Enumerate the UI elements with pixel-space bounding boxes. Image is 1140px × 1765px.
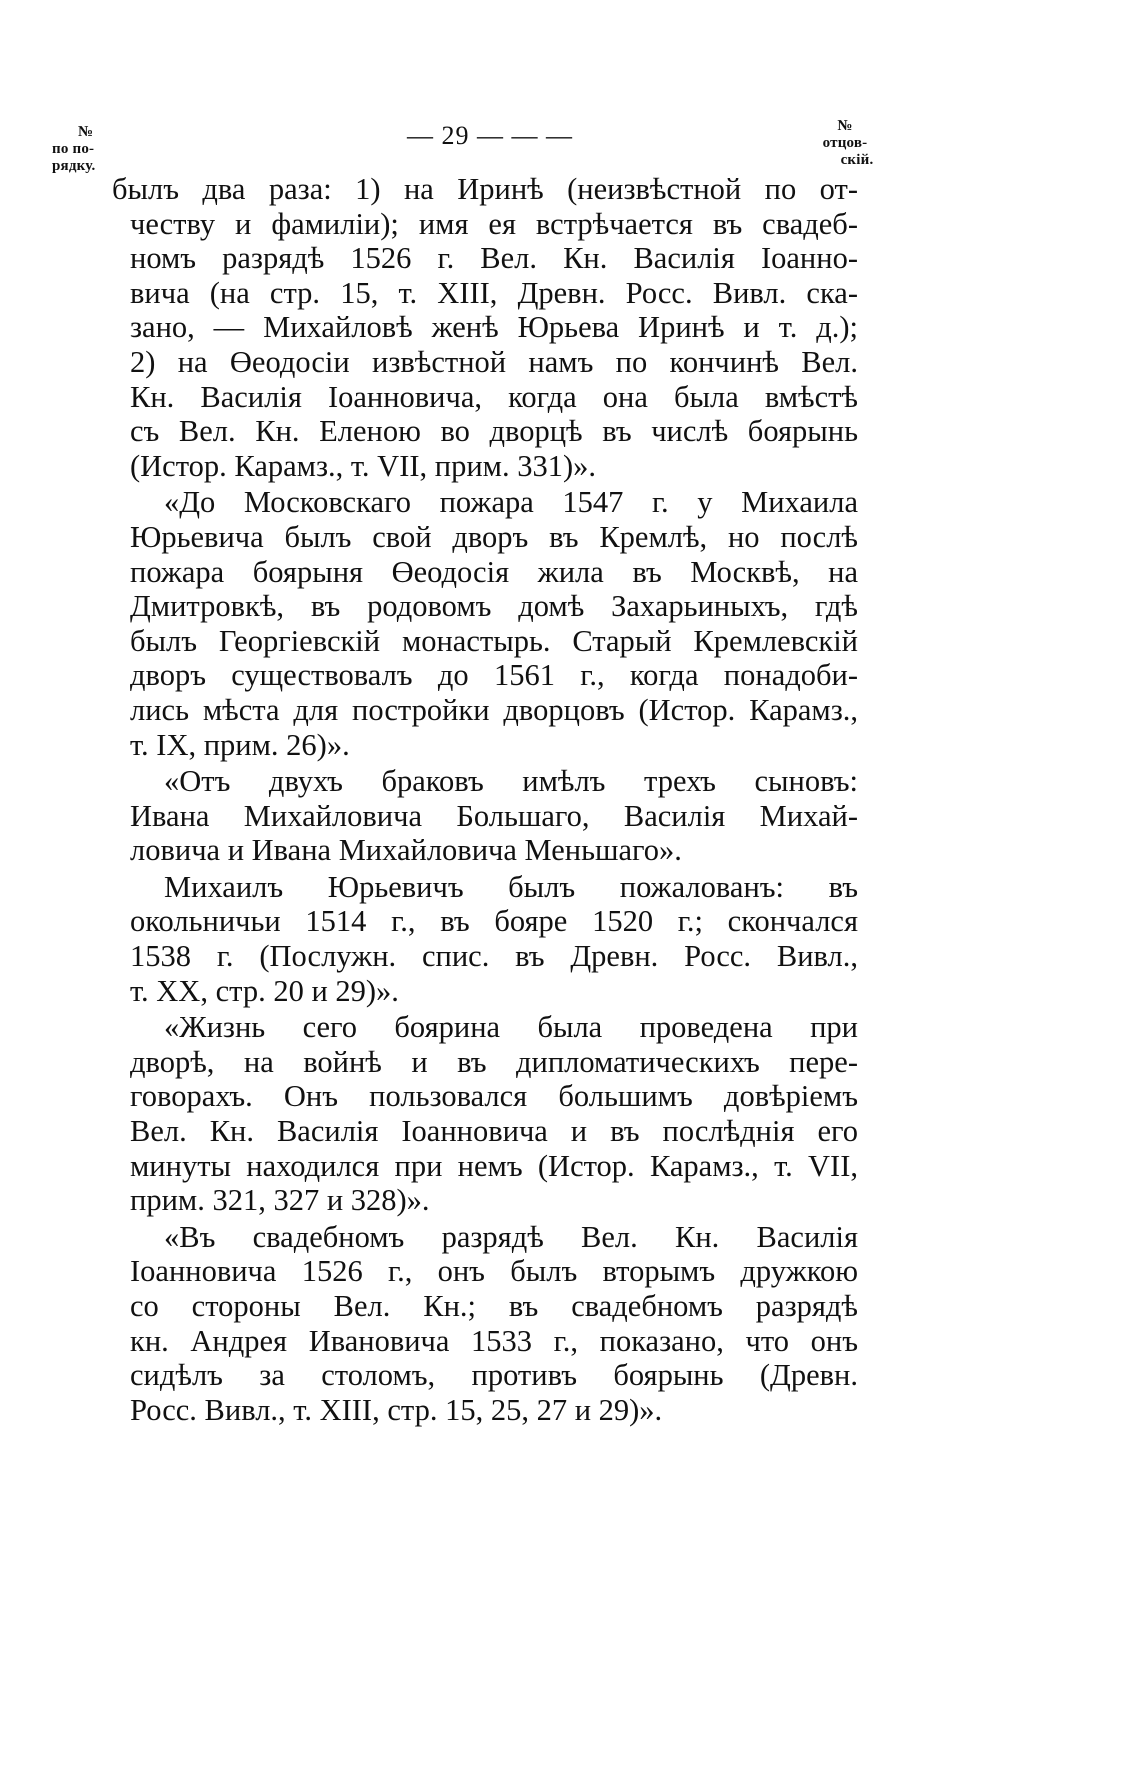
right-margin-symbol: № (837, 118, 853, 134)
text-line: съ Вел. Кн. Еленою во дворцѣ въ числѣ боярынь (130, 414, 858, 449)
text-line: «Жизнь сего боярина была проведена при (164, 1010, 858, 1045)
text-line: Юрьевича былъ свой дворъ въ Кремлѣ, но послѣ (130, 519, 858, 554)
text-line: номъ разрядѣ 1526 г. Вел. Кн. Василія Іоанно- (130, 241, 858, 276)
left-margin-line-1: по по- (52, 141, 95, 157)
text-line: Вел. Кн. Василія Іоанновича и въ послѣднія его (130, 1114, 858, 1149)
text-line: прим. 321, 327 и 328)». (130, 1183, 430, 1218)
text-line: (Истор. Карамз., т. VII, прим. 331)». (130, 448, 596, 483)
right-margin-note (795, 118, 895, 169)
text-line: былъ Георгіевскій монастырь. Старый Кремлевскій (130, 623, 858, 658)
text-line: Ивана Михайловича Большаго, Василія Михай- (130, 798, 858, 833)
text-line: вича (на стр. 15, т. XIII, Древн. Росс. Вивл. ска- (130, 275, 858, 310)
text-line: «Отъ двухъ браковъ имѣлъ трехъ сыновъ: (164, 764, 858, 799)
text-line: окольничьи 1514 г., въ бояре 1520 г.; скончался (130, 904, 858, 939)
text-line: т. IX, прим. 26)». (130, 727, 350, 762)
text-line: со стороны Вел. Кн.; въ свадебномъ разрядѣ (130, 1289, 858, 1323)
text-line: кн. Андрея Ивановича 1533 г., показано, что онъ (130, 1323, 858, 1358)
body-text (112, 172, 858, 1427)
text-line: Дмитровкѣ, въ родовомъ домѣ Захарьиныхъ, гдѣ (130, 589, 858, 624)
left-margin-line-2: рядку. (52, 158, 96, 174)
text-line: зано, — Михайловѣ женѣ Юрьева Иринѣ и т. д.); (130, 310, 858, 345)
text-line: честву и фамиліи); имя ея встрѣчается въ свадеб- (130, 206, 858, 241)
text-line: т. XX, стр. 20 и 29)». (130, 973, 399, 1008)
text-line: Іоанновича 1526 г., онъ былъ вторымъ дружкою (130, 1254, 858, 1289)
right-margin-line-2: скій. (840, 152, 874, 168)
text-line: минуты находился при немъ (Истор. Карамз., т. VII, (130, 1148, 858, 1183)
text-line: Росс. Вивл., т. XIII, стр. 15, 25, 27 и 29)». (130, 1392, 663, 1427)
text-line: лись мѣста для постройки дворцовъ (Истор. Карамз., (130, 692, 858, 727)
text-line: дворѣ, на войнѣ и въ дипломатическихъ пере- (130, 1044, 858, 1079)
left-margin-note (52, 124, 132, 175)
text-line: «Въ свадебномъ разрядѣ Вел. Кн. Василія (164, 1219, 858, 1254)
text-line: Михаилъ Юрьевичъ былъ пожалованъ: въ (164, 869, 858, 904)
text-line: былъ два раза: 1) на Иринѣ (неизвѣстной по от- (112, 172, 858, 206)
text-line: сидѣлъ за столомъ, противъ боярынь (Древн. (130, 1358, 858, 1393)
left-margin-symbol: № (78, 124, 94, 140)
text-line: говорахъ. Онъ пользовался большимъ довѣріемъ (130, 1079, 858, 1114)
text-line: Кн. Василія Іоанновича, когда она была вмѣстѣ (130, 379, 858, 414)
right-margin-line-1: отцов- (822, 135, 868, 151)
text-line: 1538 г. (Послужн. спис. въ Древн. Росс. Вивл., (130, 939, 858, 974)
text-line: 2) на Өеодосіи извѣстной намъ по кончинѣ Вел. (130, 344, 858, 379)
page-number: — 29 — — — (407, 121, 573, 150)
text-line: пожара боярыня Өеодосія жила въ Москвѣ, на (130, 554, 858, 589)
text-line: дворъ существовалъ до 1561 г., когда понадоби- (130, 658, 858, 693)
text-line: ловича и Ивана Михайловича Меньшаго». (130, 833, 682, 868)
text-line: «До Московскаго пожара 1547 г. у Михаила (164, 485, 858, 520)
